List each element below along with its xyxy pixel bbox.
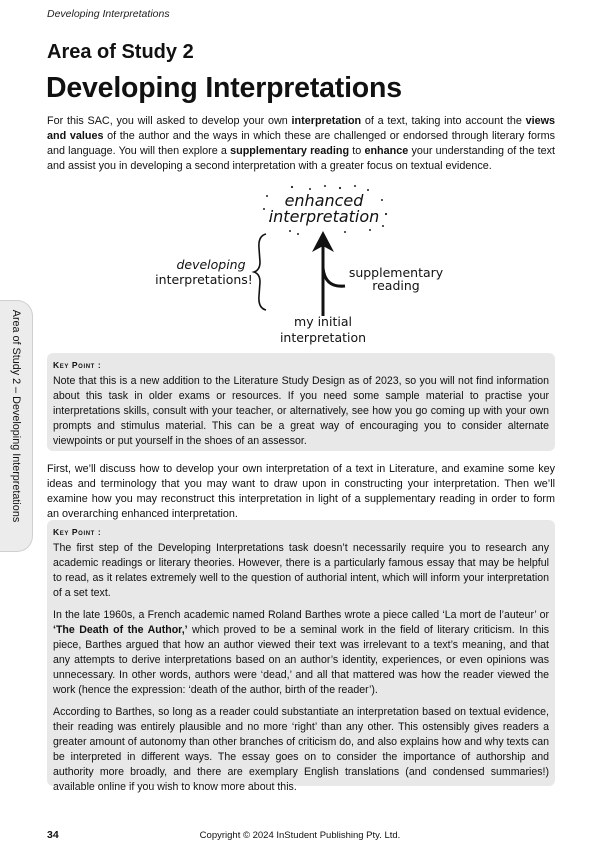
developing-label-line2: interpretations! — [155, 272, 253, 287]
key-point-2-paragraph-1: The first step of the Developing Interpretations task doesn’t necessarily require you to research any academic readings or literary theories. However, there is a particularly famous essay that may be helpful to read, as it relates extremely well to the question of authorial intent, which will inform your interpretation of a set text. — [53, 542, 549, 599]
intro-paragraph — [47, 114, 555, 174]
enhanced-label-line2: interpretation — [268, 207, 380, 226]
developing-label-line1: developing — [176, 257, 246, 272]
intro-bold-supplementary-reading: supplementary reading — [230, 145, 350, 157]
key-point-label: Key Point : — [53, 360, 102, 370]
copyright-notice: Copyright © 2024 InStudent Publishing Pty. Ltd. — [199, 830, 401, 841]
interpretation-diagram — [140, 176, 470, 351]
intro-bold-enhance: enhance — [364, 145, 409, 157]
intro-text-1: For this SAC, you will asked to develop your own — [47, 115, 292, 127]
barthes-text-a: In the late 1960s, a French academic named Roland Barthes wrote a piece called ‘La mort de l’auteur’ or — [53, 609, 549, 621]
body-paragraph: First, we’ll discuss how to develop your own interpretation of a text in Literature, and examine some key ideas and terminology that you may want to draw upon in constructing your interpretation. Then we’ll examine how you may reconstruct this interpretation in light of a supplementary reading in order to form an overarching enhanced interpretation. — [47, 463, 555, 520]
key-point-1-text: Note that this is a new addition to the Literature Study Design as of 2023, so you will not find information about this task in older exams or resources. If you need some sample material to practise your interpretations skills, consult with your teacher, or alternatively, see how you go coming up with your own prompts and stimulus material. This can be a great way of encouraging you to consider alternate viewpoints or put yourself in the shoes of an assessor. — [53, 375, 549, 447]
key-point-box-2 — [47, 520, 555, 793]
death-of-author-title: ‘The Death of the Author,’ — [53, 624, 188, 636]
intro-text-4: to — [349, 145, 365, 157]
brace-icon — [254, 234, 266, 310]
side-tab-label: Area of Study 2 – Developing Interpretations — [10, 309, 22, 523]
intro-text-3: of the author and the ways in which these are challenged or endorsed through literary forms and language. You will then explore a — [47, 130, 555, 157]
intro-text-2: of a text, taking into account the — [361, 115, 526, 127]
area-of-study-title: Area of Study 2 — [47, 41, 194, 63]
page-title: Developing Interpretations — [46, 72, 402, 104]
arrow-up-icon — [312, 231, 345, 316]
intro-bold-views-values: views and values — [47, 115, 556, 142]
key-point-2-paragraph-3: According to Barthes, so long as a reader could substantiate an interpretation based on textual evidence, their reading was entirely plausible and no more ‘right’ than any other. This ostensibly gives readers a greater amount of autonomy than other branches of criticism do, and also explains how and why texts can be interpreted in different ways. The essay goes on to consider the importance of authorship and authority more broadly, and there are exemplary English translations (and condensed summaries!) available online if you wish to know more about this. — [53, 706, 549, 793]
initial-label-line2: interpretation — [279, 330, 367, 345]
page-number: 34 — [47, 829, 59, 841]
intro-bold-interpretation: interpretation — [291, 115, 362, 127]
intro-text-5: your understanding of the text and assist you in developing a second interpretation with a greater focus on textual evidence. — [47, 145, 555, 172]
enhanced-label-line1: enhanced — [284, 191, 364, 210]
initial-label-line1: my initial — [294, 314, 352, 329]
supplementary-label-line2: reading — [372, 278, 420, 293]
key-point-2-paragraph-2 — [53, 608, 549, 698]
key-point-box-1 — [47, 353, 555, 451]
key-point-label: Key Point : — [53, 527, 102, 537]
running-head: Developing Interpretations — [47, 8, 170, 20]
barthes-text-c: which proved to be a seminal work in the field of literary criticism. In this piece, Barthes argued that how an author viewed their text was irrelevant to a text’s meaning, and that any attempts to derive interpretations based on an author’s identity, experiences, or even opinions was unnecessary. In other words, authors were ‘dead,’ and all that mattered was how the reader viewed the work (hence the expression: ‘death of the author, birth of the reader’). — [53, 624, 549, 696]
supplementary-label-line1: supplementary — [348, 265, 444, 280]
